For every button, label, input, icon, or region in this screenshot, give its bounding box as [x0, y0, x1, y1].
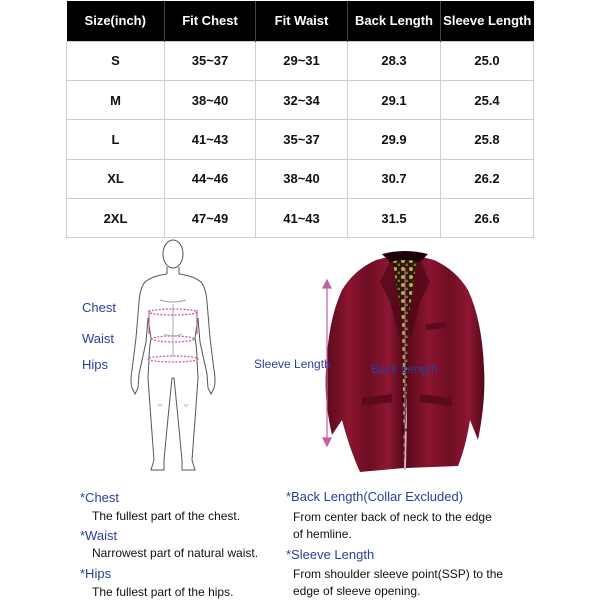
- cell-sleeve: 25.4: [441, 80, 534, 119]
- cell-waist: 41~43: [256, 199, 348, 238]
- table-row: [67, 159, 534, 198]
- cell-back: 31.5: [348, 199, 441, 238]
- cell-size: S: [67, 41, 165, 80]
- back-length-definition-line1: From center back of neck to the edge: [293, 510, 492, 524]
- cell-back: 28.3: [348, 41, 441, 80]
- cell-sleeve: 25.8: [441, 120, 534, 159]
- cell-size: M: [67, 80, 165, 119]
- cell-sleeve: 26.6: [441, 199, 534, 238]
- cell-chest: 47~49: [165, 199, 256, 238]
- cell-sleeve: 26.2: [441, 159, 534, 198]
- waist-label: Waist: [82, 331, 115, 346]
- cell-back: 29.1: [348, 80, 441, 119]
- cell-back: 29.9: [348, 120, 441, 159]
- header-sleeve-length: Sleeve Length: [441, 1, 534, 41]
- cell-waist: 29~31: [256, 41, 348, 80]
- table-row: [67, 80, 534, 119]
- cell-chest: 44~46: [165, 159, 256, 198]
- chest-definition-title: *Chest: [80, 490, 120, 505]
- table-row: [67, 199, 534, 238]
- chest-label: Chest: [82, 300, 116, 315]
- cell-size: L: [67, 120, 165, 159]
- cell-chest: 41~43: [165, 120, 256, 159]
- cell-waist: 38~40: [256, 159, 348, 198]
- cell-size: XL: [67, 159, 165, 198]
- back-length-label: Back Length: [371, 362, 438, 376]
- cell-chest: 38~40: [165, 80, 256, 119]
- sleeve-length-definition-line1: From shoulder sleeve point(SSP) to the: [293, 567, 504, 581]
- header-back-length: Back Length: [348, 1, 441, 41]
- sleeve-length-label: Sleeve Length: [254, 357, 331, 371]
- hips-label: Hips: [82, 357, 109, 372]
- waist-definition-text: Narrowest part of natural waist.: [92, 546, 259, 560]
- sleeve-length-definition-line2: edge of sleeve opening.: [293, 584, 421, 598]
- back-length-definition-title: *Back Length(Collar Excluded): [286, 489, 464, 504]
- waist-definition-title: *Waist: [80, 528, 118, 543]
- cell-back: 30.7: [348, 159, 441, 198]
- header-size: Size(inch): [67, 1, 165, 41]
- cell-size: 2XL: [67, 199, 165, 238]
- cell-sleeve: 25.0: [441, 41, 534, 80]
- header-fit-chest: Fit Chest: [165, 1, 256, 41]
- body-outline-figure: [118, 238, 228, 478]
- table-row: [67, 41, 534, 80]
- hips-definition-title: *Hips: [80, 566, 112, 581]
- back-length-definition-line2: of hemline.: [293, 527, 352, 541]
- table-row: [67, 120, 534, 159]
- cell-chest: 35~37: [165, 41, 256, 80]
- table-header-row: [67, 1, 534, 41]
- hips-definition-text: The fullest part of the hips.: [92, 585, 234, 599]
- sleeve-length-definition-title: *Sleeve Length: [286, 547, 375, 562]
- size-chart-table: [66, 1, 534, 238]
- header-fit-waist: Fit Waist: [256, 1, 348, 41]
- cell-waist: 32~34: [256, 80, 348, 119]
- chest-definition-text: The fullest part of the chest.: [92, 509, 241, 523]
- cell-waist: 35~37: [256, 120, 348, 159]
